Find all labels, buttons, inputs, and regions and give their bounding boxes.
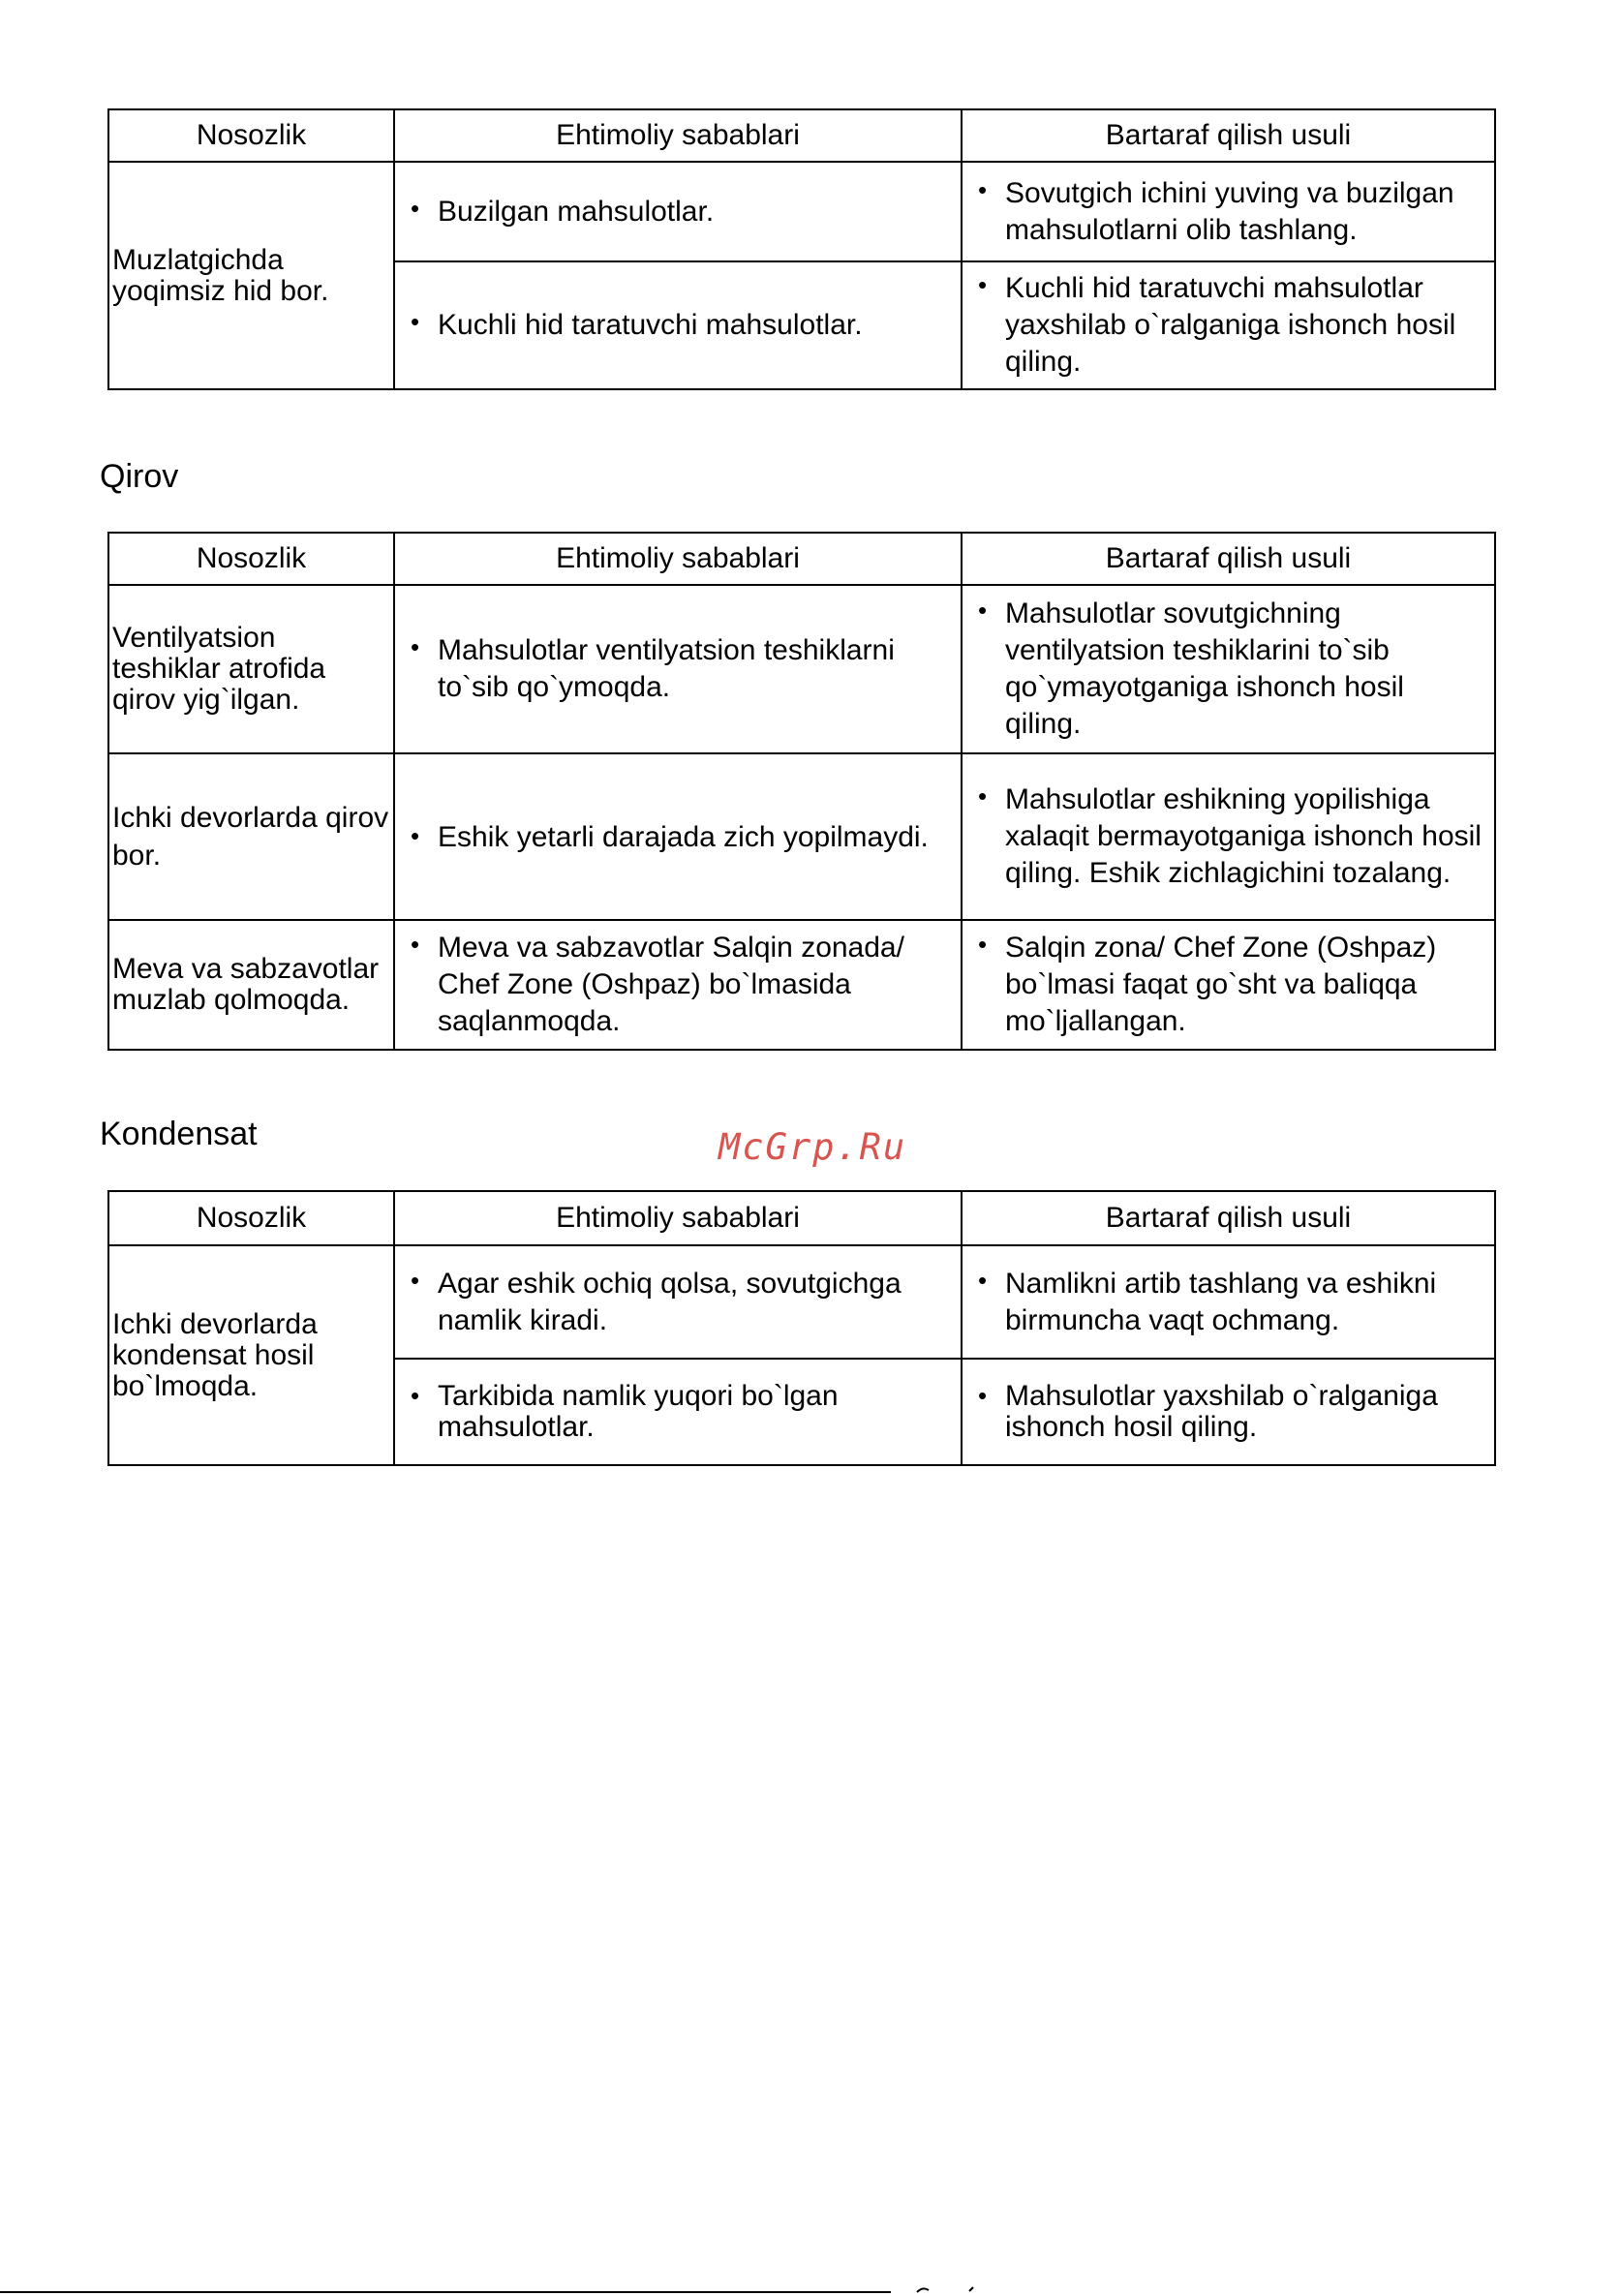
remedy-text: Namlikni artib tashlang va eshikni birmuncha vaqt ochmang. <box>1005 1267 1437 1336</box>
header-fault: Nosozlik <box>108 1191 394 1245</box>
remedy-text: Mahsulotlar yaxshilab o`ralganiga ishonch hosil qiling. <box>1005 1380 1438 1443</box>
cause-cell <box>394 261 962 389</box>
remedy-cell <box>962 1359 1495 1465</box>
table-row <box>108 753 1495 920</box>
bullet-icon: • <box>411 820 420 850</box>
remedy-cell <box>962 261 1495 389</box>
fault-cell: Ventilyatsion teshiklar atrofida qirov yig`ilgan. <box>108 585 394 753</box>
header-causes: Ehtimoliy sabablari <box>394 1191 962 1245</box>
cause-cell <box>394 1245 962 1359</box>
remedy-text: Mahsulotlar sovutgichning ventilyatsion teshiklarini to`sib qo`ymayotganiga ishonch hosil qiling. <box>1005 597 1404 740</box>
cause-cell <box>394 162 962 261</box>
cause-cell <box>394 920 962 1050</box>
cause-text: Mahsulotlar ventilyatsion teshiklarni to`sib qo`ymoqda. <box>438 634 895 703</box>
cause-text: Meva va sabzavotlar Salqin zonada/ Chef Zone (Oshpaz) bo`lmasida saqlanmoqda. <box>438 932 904 1037</box>
section-title-frost: Qirov <box>100 458 179 495</box>
table-header-row <box>108 533 1495 585</box>
bullet-icon: • <box>411 632 420 661</box>
bullet-icon: • <box>978 781 988 811</box>
header-causes: Ehtimoliy sabablari <box>394 109 962 162</box>
cause-text: Eshik yetarli darajada zich yopilmaydi. <box>438 820 929 853</box>
fault-cell: Muzlatgichda yoqimsiz hid bor. <box>108 162 394 389</box>
bullet-icon: • <box>978 596 988 625</box>
table-row <box>108 920 1495 1050</box>
remedy-cell <box>962 162 1495 261</box>
cause-text: Kuchli hid taratuvchi mahsulotlar. <box>438 309 863 341</box>
watermark: McGrp.Ru <box>718 1126 907 1168</box>
cause-cell <box>394 585 962 753</box>
cause-cell <box>394 1359 962 1465</box>
table-header-row <box>108 109 1495 162</box>
cause-text: Tarkibida namlik yuqori bo`lgan mahsulotlar. <box>438 1380 839 1443</box>
odor-table <box>107 108 1496 390</box>
bullet-icon: • <box>411 1265 420 1295</box>
bullet-icon: • <box>411 1381 420 1410</box>
fault-cell: Ichki devorlarda qirov bor. <box>108 753 394 920</box>
remedy-cell <box>962 753 1495 920</box>
table-row <box>108 585 1495 753</box>
header-causes: Ehtimoliy sabablari <box>394 533 962 585</box>
bullet-icon: • <box>411 193 420 223</box>
cause-text: Agar eshik ochiq qolsa, sovutgichga namlik kiradi. <box>438 1267 902 1336</box>
frost-table <box>107 532 1496 1051</box>
bullet-icon: • <box>978 1381 988 1410</box>
footer-rule <box>0 2291 891 2293</box>
fault-cell: Meva va sabzavotlar muzlab qolmoqda. <box>108 920 394 1050</box>
cause-text: Buzilgan mahsulotlar. <box>438 195 715 228</box>
header-fault: Nosozlik <box>108 109 394 162</box>
remedy-text: Mahsulotlar eshikning yopilishiga xalaqit bermayotganiga ishonch hosil qiling. Eshik zichlagichini tozalang. <box>1005 783 1482 889</box>
bullet-icon: • <box>978 1265 988 1295</box>
bullet-icon: • <box>411 930 420 959</box>
table-header-row <box>108 1191 1495 1245</box>
bullet-icon: • <box>978 930 988 959</box>
bullet-icon: • <box>978 174 988 204</box>
header-remedy: Bartaraf qilish usuli <box>962 533 1495 585</box>
fault-cell: Ichki devorlarda kondensat hosil bo`lmoqda. <box>108 1245 394 1465</box>
header-fault: Nosozlik <box>108 533 394 585</box>
bullet-icon: • <box>978 270 988 299</box>
remedy-cell <box>962 920 1495 1050</box>
header-remedy: Bartaraf qilish usuli <box>962 1191 1495 1245</box>
bullet-icon: • <box>411 307 420 336</box>
section-title-condensation: Kondensat <box>100 1116 258 1152</box>
table-row <box>108 1245 1495 1359</box>
header-remedy: Bartaraf qilish usuli <box>962 109 1495 162</box>
remedy-text: Kuchli hid taratuvchi mahsulotlar yaxshilab o`ralganiga ishonch hosil qiling. <box>1005 272 1456 378</box>
remedy-cell <box>962 1245 1495 1359</box>
remedy-text: Salqin zona/ Chef Zone (Oshpaz) bo`lmasi faqat go`sht va baliqqa mo`ljallangan. <box>1005 932 1437 1037</box>
footer-mark <box>915 2285 983 2293</box>
remedy-cell <box>962 585 1495 753</box>
condensation-table <box>107 1190 1496 1466</box>
table-row <box>108 162 1495 261</box>
cause-cell <box>394 753 962 920</box>
remedy-text: Sovutgich ichini yuving va buzilgan mahsulotlarni olib tashlang. <box>1005 176 1454 246</box>
